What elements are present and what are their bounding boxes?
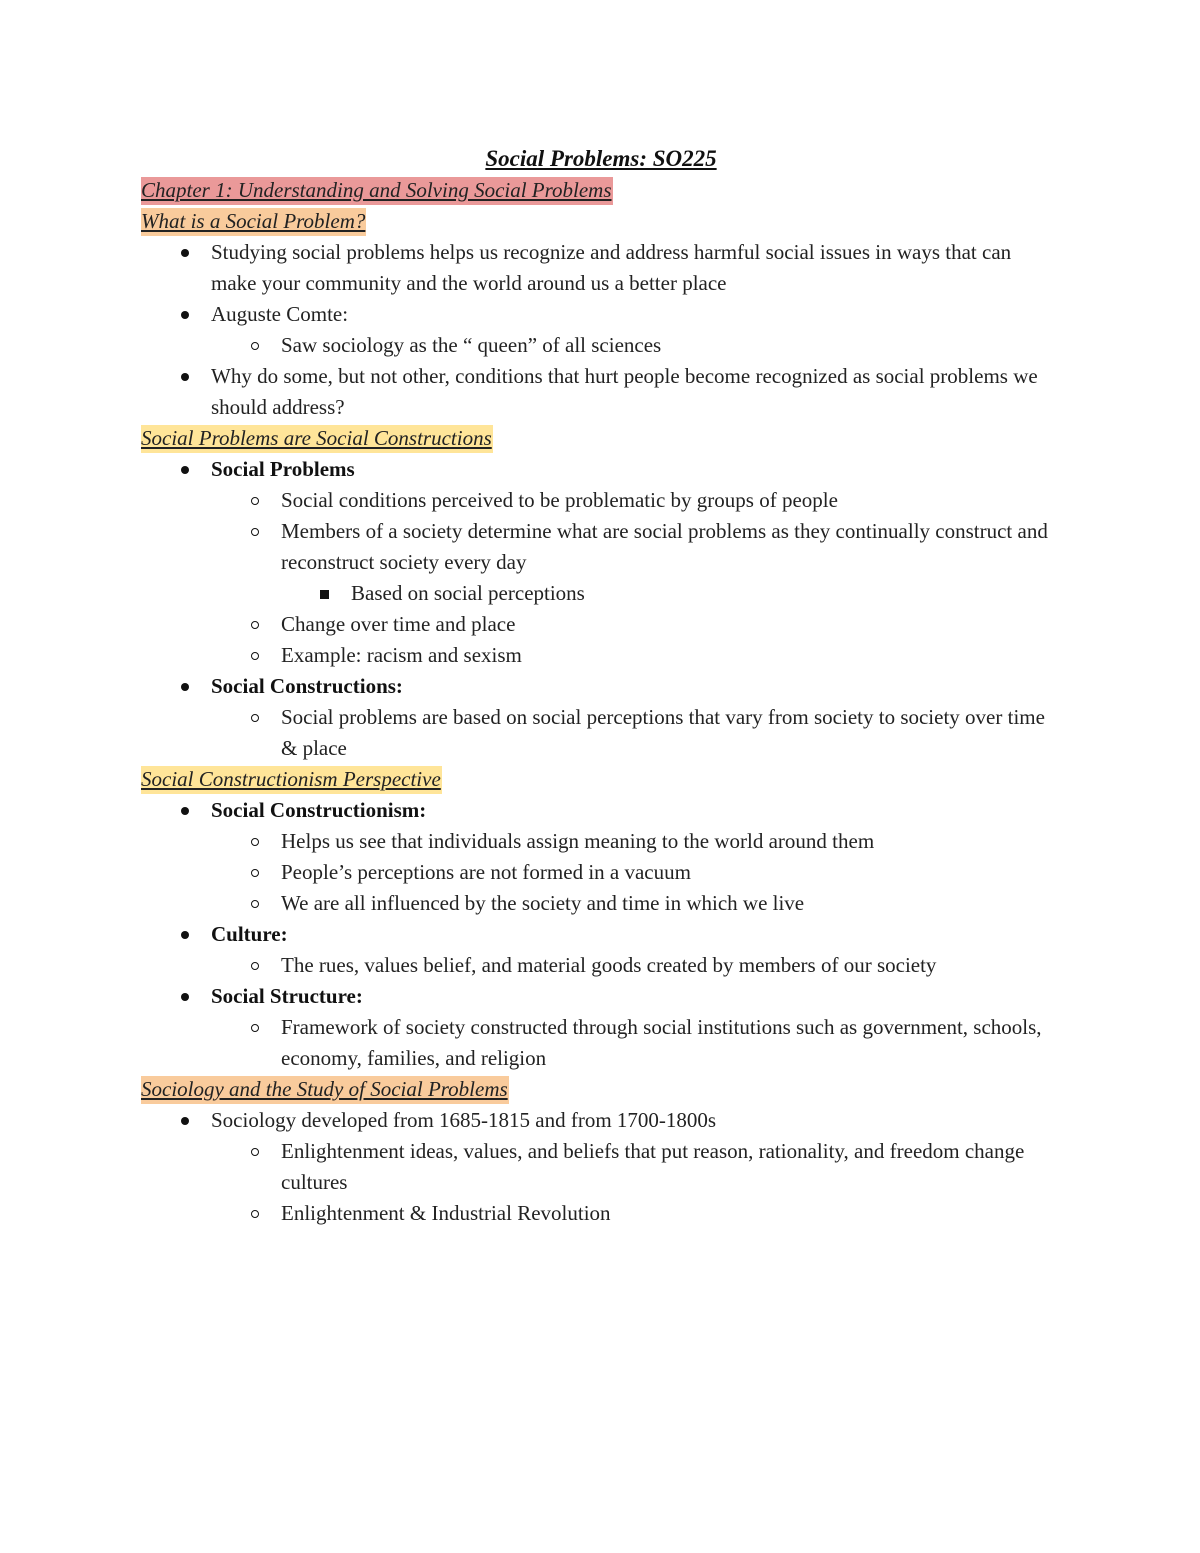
list-item-text: Social conditions perceived to be problematic by groups of people: [281, 488, 838, 512]
list-item-text: People’s perceptions are not formed in a vacuum: [281, 860, 691, 884]
list-item: [141, 981, 1061, 1074]
list-item: [211, 330, 1061, 361]
bullet-circle-icon: [251, 1148, 259, 1156]
list-item: [141, 795, 1061, 919]
list-item: [211, 857, 1061, 888]
list-item-term: Culture:: [211, 922, 288, 946]
list-item: [211, 640, 1061, 671]
section-heading-what-is-social-problem: [141, 206, 1061, 237]
document-page: [141, 143, 1061, 1229]
sub-bullet-list: [211, 330, 1061, 361]
list-item: [211, 485, 1061, 516]
section-heading-constructionism-perspective: [141, 764, 1061, 795]
bullet-square-icon: [320, 590, 329, 599]
list-item-text: Why do some, but not other, conditions that hurt people become recognized as social problems we should address?: [211, 364, 1038, 419]
section-heading-sociology-study: [141, 1074, 1061, 1105]
bullet-list: [141, 454, 1061, 764]
bullet-list: [141, 795, 1061, 1074]
bullet-disc-icon: [181, 931, 189, 939]
list-item: [141, 237, 1061, 299]
list-item-text: We are all influenced by the society and time in which we live: [281, 891, 805, 915]
bullet-disc-icon: [181, 311, 189, 319]
list-item-text: Enlightenment & Industrial Revolution: [281, 1201, 611, 1225]
section-heading-text: Social Constructionism Perspective: [141, 766, 442, 794]
list-item: [141, 454, 1061, 671]
list-item: [211, 1012, 1061, 1074]
list-item: [281, 578, 1061, 609]
list-item-term: Social Constructionism:: [211, 798, 427, 822]
bullet-circle-icon: [251, 869, 259, 877]
list-item-text: Sociology developed from 1685-1815 and from 1700-1800s: [211, 1108, 717, 1132]
list-item-text: Members of a society determine what are social problems as they continually construct and reconstruct society every day: [281, 519, 1048, 574]
list-item-text: Helps us see that individuals assign meaning to the world around them: [281, 829, 875, 853]
list-item-text: Framework of society constructed through social institutions such as government, schools, economy, families, and religion: [281, 1015, 1042, 1070]
bullet-circle-icon: [251, 962, 259, 970]
bullet-disc-icon: [181, 1117, 189, 1125]
bullet-disc-icon: [181, 466, 189, 474]
bullet-circle-icon: [251, 497, 259, 505]
list-item: [141, 919, 1061, 981]
sub-bullet-list: [211, 1136, 1061, 1229]
bullet-disc-icon: [181, 993, 189, 1001]
sub-bullet-list: [211, 826, 1061, 919]
section-heading-text: What is a Social Problem?: [141, 208, 366, 236]
bullet-circle-icon: [251, 838, 259, 846]
sub-bullet-list: [211, 485, 1061, 671]
list-item: [211, 702, 1061, 764]
bullet-disc-icon: [181, 249, 189, 257]
bullet-circle-icon: [251, 1210, 259, 1218]
chapter-heading: [141, 175, 1061, 206]
bullet-list: [141, 237, 1061, 423]
sub-bullet-list: [211, 702, 1061, 764]
list-item-term: Social Structure:: [211, 984, 363, 1008]
list-item: [141, 299, 1061, 361]
list-item: [141, 1105, 1061, 1229]
list-item: [141, 361, 1061, 423]
section-heading-text: Social Problems are Social Constructions: [141, 425, 493, 453]
list-item-text: Enlightenment ideas, values, and beliefs that put reason, rationality, and freedom change cultures: [281, 1139, 1025, 1194]
sub-bullet-list: [211, 1012, 1061, 1074]
list-item-text: Studying social problems helps us recognize and address harmful social issues in ways that can make your community and the world around us a better place: [211, 240, 1012, 295]
section-heading-text: Sociology and the Study of Social Problems: [141, 1076, 509, 1104]
list-item-text: Based on social perceptions: [351, 581, 585, 605]
list-item-text: Example: racism and sexism: [281, 643, 522, 667]
chapter-heading-text: Chapter 1: Understanding and Solving Social Problems: [141, 177, 613, 205]
list-item-text: The rues, values belief, and material goods created by members of our society: [281, 953, 937, 977]
list-item: [211, 826, 1061, 857]
bullet-disc-icon: [181, 373, 189, 381]
list-item: [141, 671, 1061, 764]
bullet-circle-icon: [251, 652, 259, 660]
section-heading-social-constructions: [141, 423, 1061, 454]
bullet-list: [141, 1105, 1061, 1229]
bullet-circle-icon: [251, 900, 259, 908]
list-item-text: Social problems are based on social perceptions that vary from society to society over time & place: [281, 705, 1045, 760]
bullet-circle-icon: [251, 528, 259, 536]
list-item: [211, 1136, 1061, 1198]
bullet-circle-icon: [251, 621, 259, 629]
bullet-circle-icon: [251, 714, 259, 722]
sub-sub-bullet-list: [281, 578, 1061, 609]
list-item: [211, 609, 1061, 640]
bullet-circle-icon: [251, 1024, 259, 1032]
bullet-disc-icon: [181, 807, 189, 815]
document-title: Social Problems: SO225: [485, 146, 717, 171]
list-item: [211, 516, 1061, 609]
list-item-term: Social Problems: [211, 457, 355, 481]
list-item-term: Social Constructions:: [211, 674, 403, 698]
bullet-disc-icon: [181, 683, 189, 691]
list-item: [211, 888, 1061, 919]
sub-bullet-list: [211, 950, 1061, 981]
list-item-text: Saw sociology as the “ queen” of all sciences: [281, 333, 662, 357]
list-item-text: Change over time and place: [281, 612, 516, 636]
bullet-circle-icon: [251, 342, 259, 350]
list-item-text: Auguste Comte:: [211, 302, 349, 326]
list-item: [211, 950, 1061, 981]
list-item: [211, 1198, 1061, 1229]
